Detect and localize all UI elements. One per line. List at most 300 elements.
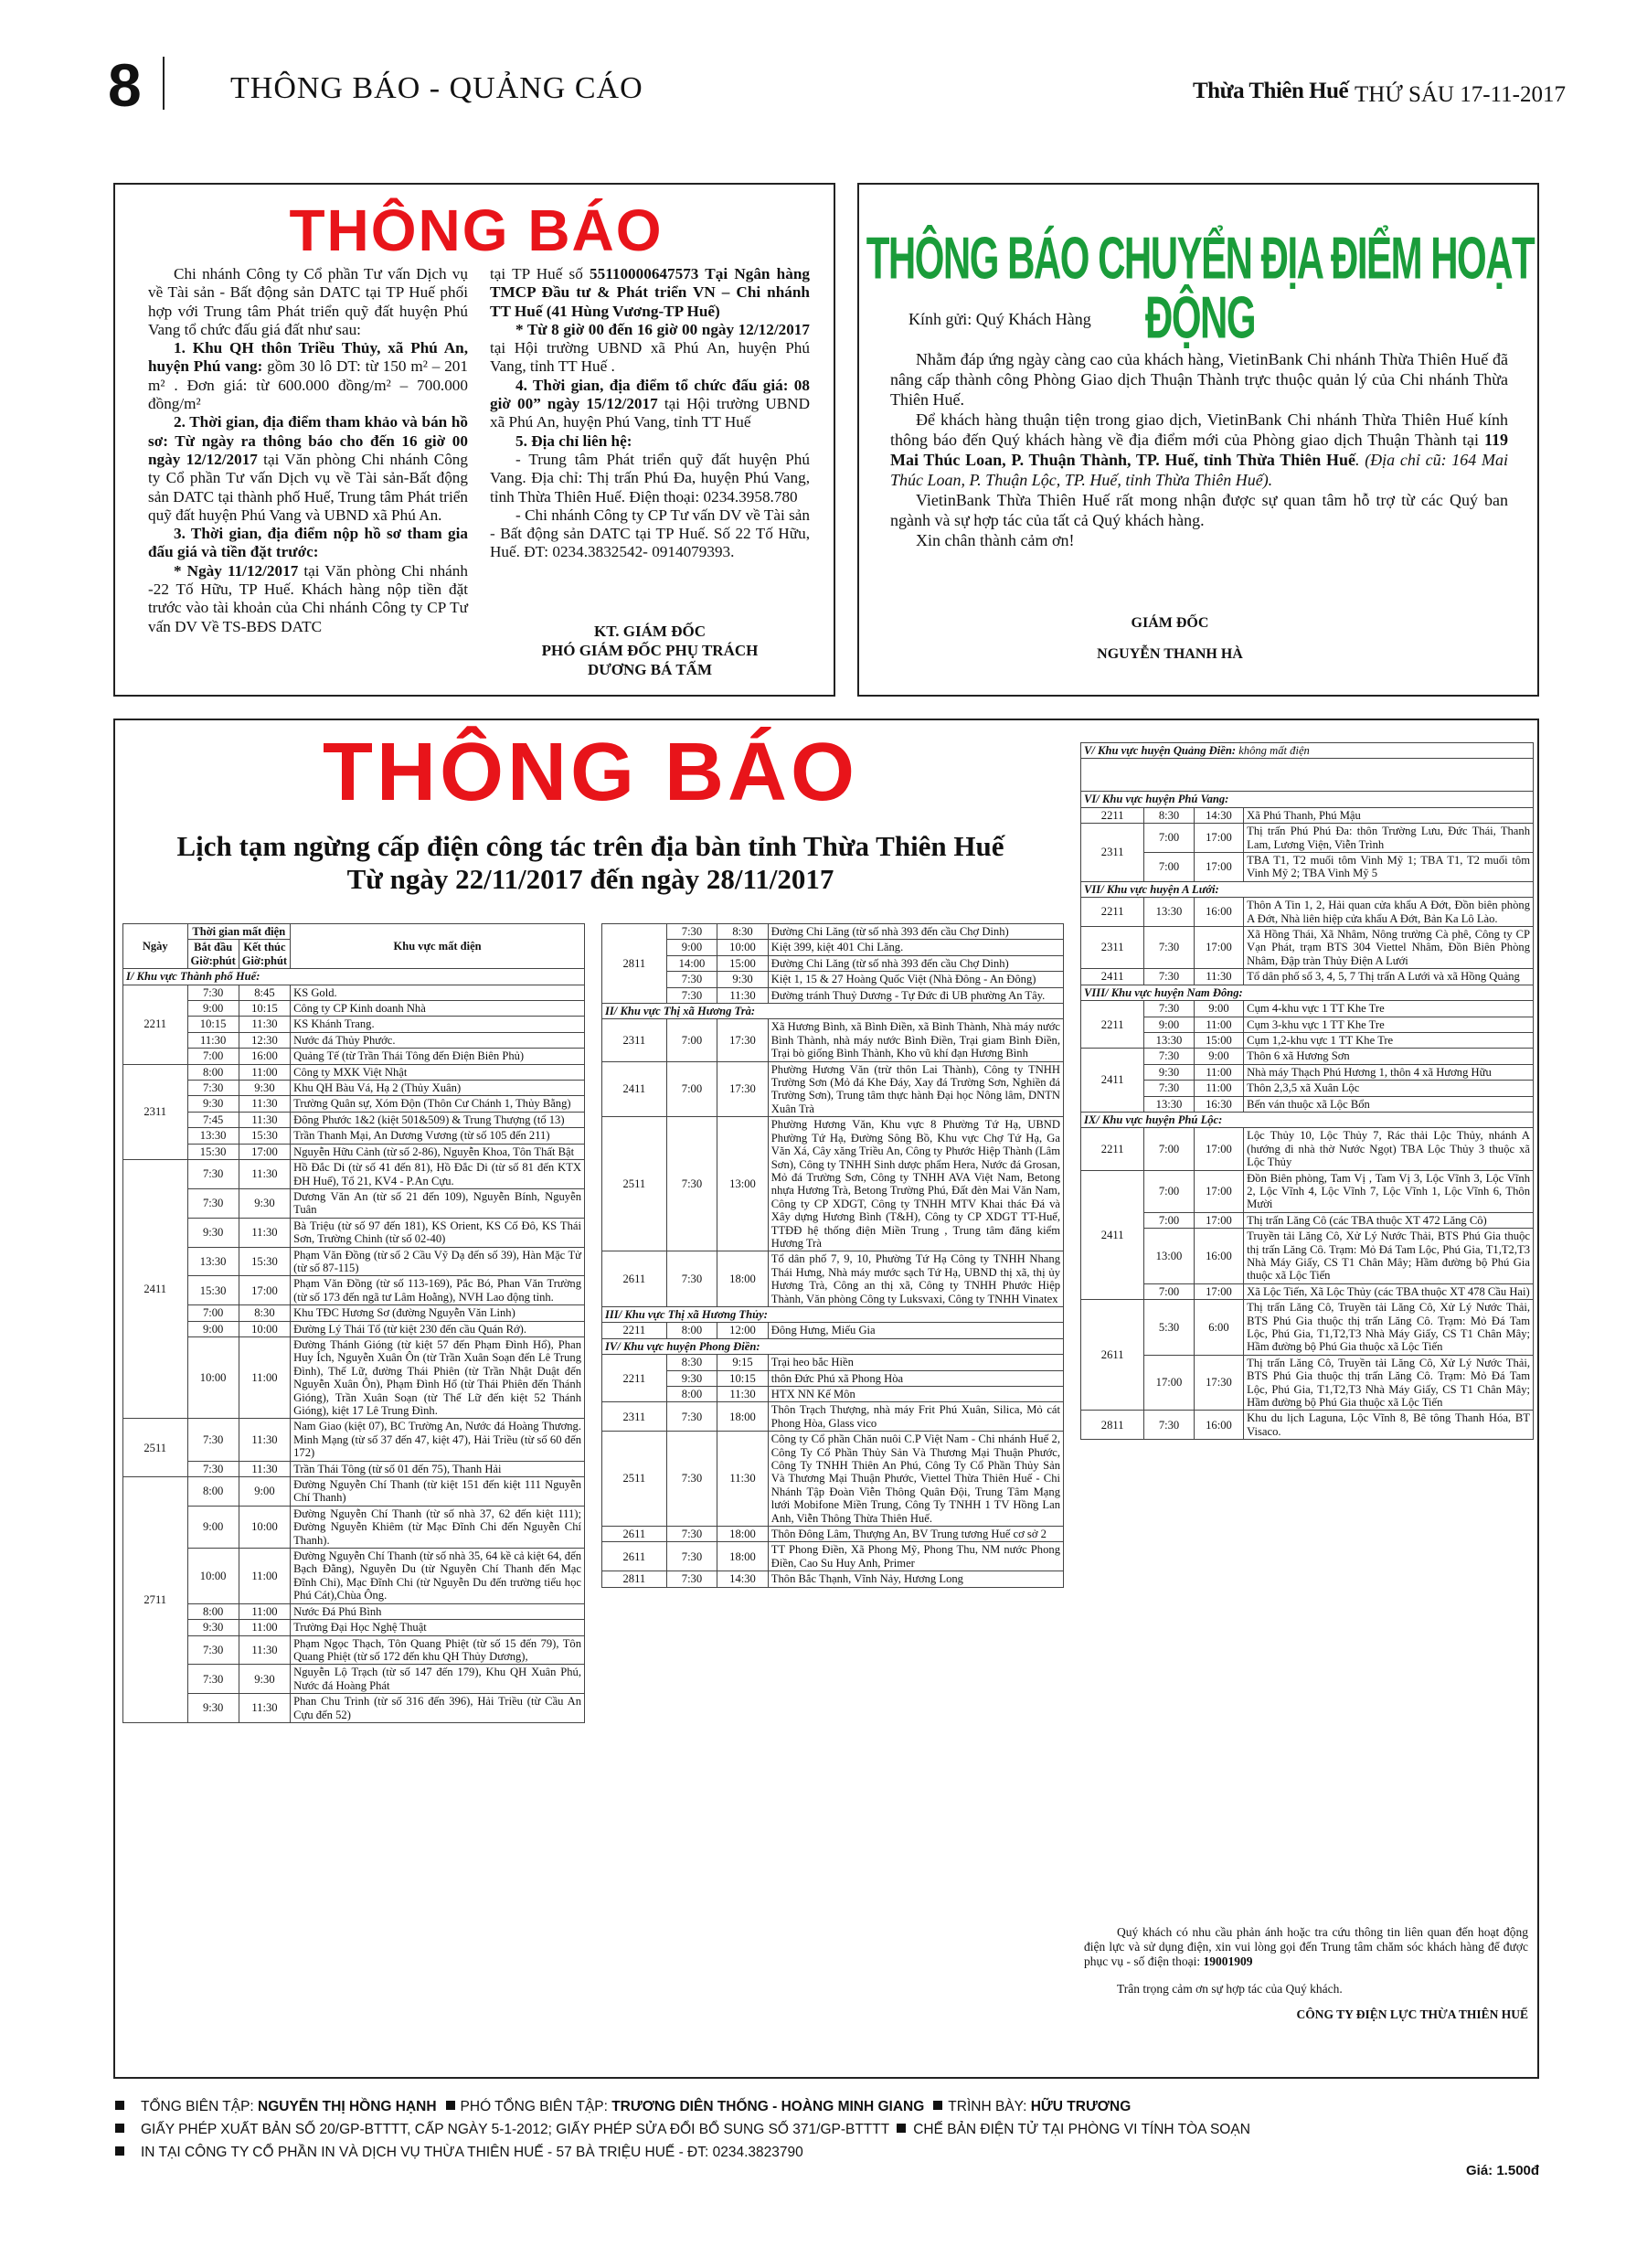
notice-paragraph: [148, 525, 468, 562]
start-time: 13:30: [1144, 1096, 1194, 1112]
table-row: [1081, 1128, 1534, 1170]
end-time: 9:15: [717, 1355, 769, 1370]
imprint-line-1: [115, 2095, 1554, 2118]
auction-notice-col1: [148, 265, 468, 636]
outage-area: Lộc Thủy 10, Lộc Thủy 7, Rác thải Lộc Thủy, nhánh A (hướng đi nhà thờ Nước Ngọt) TBA Lộc Thủy 3 thuộc xã Lộc Thủy: [1244, 1128, 1534, 1170]
outage-area: Phan Chu Trinh (từ số 316 đến 396), Hải Triều (từ Cầu An Cựu đến 52): [291, 1694, 585, 1723]
contact-sentence: Quý khách có nhu cầu phản ánh hoặc tra cứu thông tin liên quan đến hoạt động điện lực và sử dụng điện, xin vui lòng gọi đến Trung tâm chăm sóc khách hàng để được phục vụ - số điện thoại:: [1084, 1925, 1528, 1968]
column-header-end: Kết thúc Giờ:phút: [239, 940, 290, 969]
deputy-label: PHÓ TỔNG BIÊN TẬP:: [460, 2099, 612, 2114]
outage-day: 2711: [123, 1477, 188, 1723]
outage-day: 2411: [1081, 1170, 1144, 1300]
table-row: [123, 1112, 585, 1127]
table-row: [123, 1506, 585, 1548]
editor-label: TỔNG BIÊN TẬP:: [141, 2099, 259, 2114]
square-bullet-icon: [115, 2146, 124, 2156]
start-time: 7:30: [666, 924, 717, 940]
header-divider: [163, 57, 165, 110]
table-row: [602, 924, 1064, 940]
start-time: 7:30: [1144, 1411, 1194, 1440]
end-time: 11:00: [239, 1336, 290, 1418]
table-row: [1081, 1096, 1534, 1112]
outage-day: 2211: [1081, 898, 1144, 927]
para2-text: Để khách hàng thuận tiện trong giao dịch, VietinBank Chi nhánh Thừa Thiên Huế kính thông báo đến Quý khách hàng về địa điểm mới của Phòng giao dịch Thuận Thành tại: [890, 410, 1508, 449]
end-time: 11:30: [239, 1112, 290, 1127]
start-time: 9:00: [666, 940, 717, 955]
outage-area: Đường Thánh Gióng (từ kiệt 57 đến Phạm Đình Hổ), Phan Huy Ích, Nguyễn Xuân Ôn (từ Trần Xuân Soạn đến Lê Trung Đình), Thế Lữ, đường Thái Phiên (từ Trần Nhật Duật đến Nguyễn Xuân Ôn), Phạm Đình Hổ (từ Thái Phiên đến Thánh Gióng), Trần Xuân Soạn (từ Thế Lữ đến kiệt 52 Thánh Gióng), kiệt 17 Lê Trung Đình.: [291, 1336, 585, 1418]
contact-text: [1084, 1925, 1528, 1969]
start-time: 5:30: [1144, 1300, 1194, 1356]
start-time: 7:30: [1144, 1081, 1194, 1096]
paragraph-text: - Chi nhánh Công ty CP Tư vấn DV về Tài sản - Bất động sản DATC tại TP Huế. Số 22 Tố Hữu, Huế. ĐT: 0234.3832542- 0914079393.: [490, 506, 810, 561]
sign-name: NGUYỄN THANH HÀ: [1097, 646, 1243, 662]
table-row: [123, 1305, 585, 1321]
outage-area: Đường Nguyễn Chí Thanh (từ kiệt 151 đến kiệt 111 Nguyễn Chí Thanh): [291, 1477, 585, 1507]
start-time: 13:30: [1144, 1032, 1194, 1048]
outage-area: Khu TĐC Hương Sơ (đường Nguyễn Văn Linh): [291, 1305, 585, 1321]
end-time: 17:30: [717, 1019, 769, 1061]
outage-day: 2211: [1081, 807, 1144, 823]
outage-area: Cụm 1,2-khu vực 1 TT Khe Tre: [1244, 1032, 1534, 1048]
outage-area: Cụm 3-khu vực 1 TT Khe Tre: [1244, 1017, 1534, 1032]
end-time: 6:00: [1194, 1300, 1243, 1356]
relocation-para-2: [890, 410, 1508, 490]
table-row: [1081, 1229, 1534, 1284]
start-time: 7:30: [666, 1571, 717, 1587]
outage-area: Đường Chi Lăng (từ số nhà 393 đến cầu Chợ Dinh): [768, 955, 1063, 971]
table-row: [602, 1402, 1064, 1432]
outage-area: Đồn Biên phòng, Tam Vị , Tam Vị 3, Lộc Vĩnh 3, Lộc Vĩnh 2, Lộc Vĩnh 4, Lộc Vĩnh 7, Lộc Vĩnh 1, Lộc Vĩnh 6, Thôn Mười: [1244, 1170, 1534, 1212]
table-row: [1081, 927, 1534, 969]
outage-area: Thị trấn Lăng Cô (các TBA thuộc XT 472 Lăng Cô): [1244, 1212, 1534, 1228]
notice-paragraph: [148, 562, 468, 636]
end-time: 11:00: [239, 1620, 290, 1635]
table-row: [1081, 1049, 1534, 1064]
outage-area: Xã Hồng Thái, Xã Nhâm, Nông trường Cà phê, Công ty CP Vạn Phát, trạm BTS 304 Viettel Nhâm, Đồn Biên Phòng Nhâm, Đập tràn Thủy Điện A Lưới: [1244, 927, 1534, 969]
start-time: 7:30: [187, 1461, 239, 1476]
end-time: 12:00: [717, 1323, 769, 1338]
table-row: [602, 987, 1064, 1003]
start-time: 7:30: [666, 1402, 717, 1432]
outage-day: 2811: [1081, 1411, 1144, 1440]
end-time: 15:00: [1194, 1032, 1243, 1048]
paragraph-bold: * Ngày 11/12/2017: [174, 561, 299, 580]
table-row: [1081, 1064, 1534, 1080]
paragraph-text: gồm 30 lô DT: từ 150 m² – 201 m² . Đơn giá: từ 600.000 đồng/m² – 700.000 đồng/m²: [148, 357, 468, 413]
table-row: [1081, 1032, 1534, 1048]
start-time: 7:00: [1144, 853, 1194, 882]
region-row: [1081, 743, 1534, 759]
table-row: [123, 985, 585, 1000]
end-time: 11:30: [717, 1432, 769, 1527]
region-heading: [1081, 1112, 1534, 1127]
region-heading: [602, 1004, 1064, 1019]
end-time: 18:00: [717, 1251, 769, 1307]
outage-area: Nước Đá Phú Bình: [291, 1603, 585, 1619]
outage-area: Thôn Đông Lâm, Thượng An, BV Trung tương Huế cơ sở 2: [768, 1527, 1063, 1542]
outage-area: Dương Văn An (từ số 21 đến 109), Nguyễn Bính, Nguyễn Tuân: [291, 1188, 585, 1218]
start-time: 7:30: [187, 1665, 239, 1694]
table-row: [123, 1064, 585, 1080]
start-time: 9:30: [187, 1620, 239, 1635]
outage-area: Xã Lộc Tiến, Xã Lộc Thủy (các TBA thuộc XT 478 Cầu Hai): [1244, 1283, 1534, 1299]
table-row: [1081, 1081, 1534, 1096]
end-time: 13:00: [717, 1117, 769, 1251]
end-time: 15:30: [239, 1128, 290, 1144]
end-time: 14:30: [1194, 807, 1243, 823]
table-row: [602, 1061, 1064, 1117]
end-time: 17:00: [239, 1144, 290, 1159]
start-time: 8:30: [1144, 807, 1194, 823]
notice-paragraph: [490, 432, 810, 451]
outage-day: 2311: [1081, 927, 1144, 969]
notice-paragraph: [490, 321, 810, 377]
paragraph-bold: 4. Thời gian, địa điểm tổ chức đấu giá: 08 giờ 00” ngày 15/12/2017: [490, 376, 810, 413]
table-row: [602, 1117, 1064, 1251]
outage-area: Thị trấn Lăng Cô, Truyền tải Lăng Cô, Xử Lý Nước Thải, BTS Phú Gia thuộc thị trấn Lăng Cô. Trạm: Mỏ Đá Tam Lộc, Phú Gia, T1,T2,T3 Nhà Máy Giấy, CS T1 Chân Mây; Hầm đường bộ Phú Gia thuộc xã Lộc Tiến: [1244, 1355, 1534, 1411]
end-time: 11:30: [239, 1635, 290, 1665]
outage-area: Công ty CP Kinh doanh Nhà: [291, 1001, 585, 1017]
new-address: 119 Mai Thúc Loan, P. Thuận Thành, TP. Huế, tỉnh Thừa Thiên Huế: [890, 431, 1508, 469]
outage-table-1: [122, 923, 585, 1723]
region-row: [1081, 985, 1534, 1000]
power-notice-subtitle-2: Từ ngày 22/11/2017 đến ngày 28/11/2017: [346, 863, 834, 895]
start-time: 7:00: [187, 1049, 239, 1064]
end-time: 16:00: [239, 1049, 290, 1064]
outage-day: 2811: [602, 1571, 667, 1587]
relocation-signature: [987, 614, 1353, 664]
end-time: 11:30: [239, 1461, 290, 1476]
outage-area: Phường Hương Văn (trừ thôn Lai Thành), Công ty TNHH Trường Sơn (Mỏ đá Khe Đáy, Xay đá Trường Sơn, Nghiền đá Trường Sơn), Trung tâm thực hành Đại học Nông lâm, DNTN Xuân Trà: [768, 1061, 1063, 1117]
region-heading: [1081, 881, 1534, 897]
table-row: [123, 1032, 585, 1048]
notice-paragraph: [148, 339, 468, 413]
end-time: 11:30: [239, 1096, 290, 1112]
table-row: [1081, 1283, 1534, 1299]
start-time: 8:00: [666, 1387, 717, 1402]
outage-area: Kiệt 1, 15 & 27 Hoàng Quốc Việt (Nhà Đông - An Đông): [768, 972, 1063, 987]
deputy-names: TRƯƠNG DIÊN THỐNG - HOÀNG MINH GIANG: [611, 2099, 925, 2114]
outage-table: [122, 923, 585, 1723]
end-time: 15:00: [717, 955, 769, 971]
outage-day: 2211: [123, 985, 188, 1064]
start-time: 7:30: [187, 1081, 239, 1096]
region-name: I/ Khu vực Thành phố Huế:: [126, 970, 260, 984]
end-time: 11:30: [239, 1694, 290, 1723]
region-note: không mất điện: [1236, 744, 1310, 757]
auction-notice-title: THÔNG BÁO: [289, 197, 664, 263]
region-row: [1081, 881, 1534, 897]
power-outage-notice: [113, 719, 1539, 2079]
end-time: 12:30: [239, 1032, 290, 1048]
start-time: 7:30: [666, 1117, 717, 1251]
table-row: [123, 1188, 585, 1218]
paragraph-bold: 1. Khu QH thôn Triều Thủy, xã Phú An, huyện Phú vang:: [148, 339, 468, 376]
end-time: 10:15: [239, 1001, 290, 1017]
publication-date: THỨ SÁU 17-11-2017: [1355, 82, 1566, 107]
end-time: 8:45: [239, 985, 290, 1000]
table-row: [1081, 853, 1534, 882]
outage-day: 2311: [123, 1064, 188, 1159]
start-time: 14:00: [666, 955, 717, 971]
power-notice-subtitle-1: Lịch tạm ngừng cấp điện công tác trên địa bàn tỉnh Thừa Thiên Huế: [176, 830, 1004, 862]
start-time: 7:00: [666, 1019, 717, 1061]
outage-area: Tổ dân phố số 3, 4, 5, 7 Thị trấn A Lưới và xã Hồng Quảng: [1244, 969, 1534, 985]
start-time: 10:00: [187, 1336, 239, 1418]
layout-label: TRÌNH BÀY:: [948, 2099, 1031, 2114]
start-time: 9:30: [187, 1694, 239, 1723]
start-time: 7:30: [187, 1188, 239, 1218]
section-title: THÔNG BÁO - QUẢNG CÁO: [230, 71, 643, 105]
outage-day: 2511: [602, 1117, 667, 1251]
outage-table: [1080, 742, 1534, 1440]
outage-area: Phạm Ngọc Thạch, Tôn Quang Phiệt (từ số 15 đến 79), Tôn Quang Phiệt (từ số 172 đến khu QH Thủy Dương),: [291, 1635, 585, 1665]
outage-area: Đông Phước 1&2 (kiệt 501&509) & Trung Thượng (tổ 13): [291, 1112, 585, 1127]
table-row: [1081, 1017, 1534, 1032]
table-row: [123, 1144, 585, 1159]
end-time: 11:30: [1194, 969, 1243, 985]
start-time: 9:00: [1144, 1017, 1194, 1032]
start-time: 7:30: [666, 1432, 717, 1527]
start-time: 7:00: [187, 1305, 239, 1321]
start-time: 8:00: [187, 1477, 239, 1507]
outage-area: Thôn Trạch Thượng, nhà máy Frit Phú Xuân, Silica, Mỏ cát Phong Hòa, Glass vico: [768, 1402, 1063, 1432]
price: Giá: 1.500đ: [1466, 2163, 1540, 2178]
end-time: 14:30: [717, 1571, 769, 1587]
start-time: 7:30: [187, 1419, 239, 1461]
start-time: 7:30: [666, 1251, 717, 1307]
column-header-area: Khu vực mất điện: [291, 924, 585, 969]
outage-area: Thôn Bắc Thạnh, Vĩnh Nảy, Hương Long: [768, 1571, 1063, 1587]
end-time: 17:30: [717, 1061, 769, 1117]
end-time: 18:00: [717, 1527, 769, 1542]
end-time: 11:00: [239, 1064, 290, 1080]
outage-day: 2411: [602, 1061, 667, 1117]
notice-paragraph: [490, 506, 810, 562]
table-row: [1081, 807, 1534, 823]
start-time: 9:30: [666, 1370, 717, 1386]
table-row: [602, 1571, 1064, 1587]
table-row: [602, 940, 1064, 955]
table-row: [123, 1001, 585, 1017]
outage-area: Kiệt 399, kiệt 401 Chi Lăng.: [768, 940, 1063, 955]
start-time: 10:00: [187, 1549, 239, 1604]
outage-area: KS Khánh Trang.: [291, 1017, 585, 1032]
end-time: 8:30: [717, 924, 769, 940]
outage-table-2: [601, 923, 1064, 1588]
auction-notice: [113, 183, 835, 697]
outage-day: 2311: [1081, 824, 1144, 882]
start-time: 7:00: [1144, 1128, 1194, 1170]
outage-area: Phạm Văn Đồng (từ số 113-169), Pắc Bó, Phan Văn Trường (từ số 173 đến ngã tư Lâm Hoằng), NVH Lao động tỉnh.: [291, 1276, 585, 1305]
masthead: Thừa Thiên Huế: [1193, 79, 1349, 103]
end-time: 18:00: [717, 1542, 769, 1571]
start-time: 13:30: [1144, 898, 1194, 927]
outage-area: Đường tránh Thuỷ Dương - Tự Đức đi UB phường An Tây.: [768, 987, 1063, 1003]
table-row: [123, 1049, 585, 1064]
outage-area: Nam Giao (kiệt 07), BC Trường An, Nước đá Hoàng Thương. Minh Mạng (từ số 37 đến 47, kiệt 47), Hải Triều (từ số 60 đến 172): [291, 1419, 585, 1461]
end-time: 17:00: [1194, 853, 1243, 882]
paragraph-bold: 2. Thời gian, địa điểm tham khảo và bán hồ sơ: Từ ngày ra thông báo cho đến 16 giờ 00 ngày 12/12/2017: [148, 413, 468, 468]
outage-area: Thôn A Tin 1, 2, Hải quan cửa khẩu A Đớt, Đồn biên phòng A Đớt, Nhà liên hiệp cửa khẩu A Đớt, Bản Ka Lô Lào.: [1244, 898, 1534, 927]
outage-area: Quảng Tế (từ Trần Thái Tông đến Điện Biên Phủ): [291, 1049, 585, 1064]
outage-area: KS Gold.: [291, 985, 585, 1000]
table-row: [123, 1477, 585, 1507]
outage-day: 2611: [602, 1527, 667, 1542]
editor-name: NGUYỄN THỊ HỒNG HẠNH: [258, 2099, 437, 2114]
region-heading: [1081, 743, 1534, 759]
end-time: 10:00: [239, 1506, 290, 1548]
start-time: 15:30: [187, 1144, 239, 1159]
start-time: 7:00: [1144, 1170, 1194, 1212]
outage-area: Trần Thái Tông (từ số 01 đến 75), Thanh Hải: [291, 1461, 585, 1476]
outage-area: Trường Đại Học Nghệ Thuật: [291, 1620, 585, 1635]
outage-area: Thôn 6 xã Hương Sơn: [1244, 1049, 1534, 1064]
outage-area: Xã Phú Thanh, Phú Mậu: [1244, 807, 1534, 823]
outage-day: 2211: [602, 1355, 667, 1402]
table-row: [1081, 1001, 1534, 1017]
end-time: 11:00: [239, 1549, 290, 1604]
end-time: 11:00: [1194, 1081, 1243, 1096]
outage-area: Hồ Đắc Di (từ số 41 đến 81), Hồ Đắc Di (từ số 81 đến KTX ĐH Huế), Tổ 21, KV4 - P.An Cựu.: [291, 1160, 585, 1189]
relocation-notice: [857, 183, 1539, 697]
outage-day: 2411: [123, 1160, 188, 1419]
end-time: 16:30: [1194, 1096, 1243, 1112]
relocation-para-1: Nhằm đáp ứng ngày càng cao của khách hàng, VietinBank Chi nhánh Thừa Thiên Huế đã nâng cấp thành công Phòng Giao dịch Thuận Thành trực thuộc quản lý của Chi nhánh Thừa Thiên Huế.: [890, 350, 1508, 409]
table-row: [123, 1160, 585, 1189]
region-name: V/ Khu vực huyện Quảng Điền:: [1084, 744, 1237, 757]
end-time: 17:00: [1194, 1283, 1243, 1299]
table-row: [123, 1549, 585, 1604]
power-notice-title: THÔNG BÁO: [323, 727, 858, 818]
end-time: 11:00: [239, 1603, 290, 1619]
table-row: [123, 1321, 585, 1336]
start-time: 7:00: [1144, 824, 1194, 853]
outage-area: Thị trấn Lăng Cô, Truyền tải Lăng Cô, Xử Lý Nước Thải, BTS Phú Gia thuộc thị trấn Lăng Cô. Trạm: Mỏ Đá Tam Lộc, Phú Gia, T1,T2,T3 Nhà Máy Giấy, CS T1 Chân Mây; Hầm đường bộ Phú Gia thuộc xã Lộc Tiến: [1244, 1300, 1534, 1356]
start-time: 7:30: [666, 972, 717, 987]
end-time: 9:30: [239, 1081, 290, 1096]
end-time: 8:30: [239, 1305, 290, 1321]
end-time: 9:00: [1194, 1049, 1243, 1064]
outage-day: 2611: [602, 1251, 667, 1307]
table-row: [123, 1128, 585, 1144]
paragraph-text: - Trung tâm Phát triển quỹ đất huyện Phú Vang. Địa chỉ: Thị trấn Phú Đa, huyện Phú Vang, tỉnh Thừa Thiên Huế. Điện thoại: 0234.3958.780: [490, 450, 810, 506]
outage-area: TBA T1, T2 muối tôm Vinh Mỹ 1; TBA T1, T2 muối tôm Vinh Mỹ 2; TBA Vinh Mỹ 5: [1244, 853, 1534, 882]
outage-day: 2611: [1081, 1300, 1144, 1411]
region-name: VII/ Khu vực huyện A Lưới:: [1084, 882, 1219, 896]
region-row: [123, 969, 585, 985]
outage-area: thôn Đức Phú xã Phong Hòa: [768, 1370, 1063, 1386]
spacer-row: [1081, 759, 1534, 792]
end-time: 17:00: [1194, 1128, 1243, 1170]
start-time: 9:00: [187, 1506, 239, 1548]
paragraph-bold: * Từ 8 giờ 00 đến 16 giờ 00 ngày 12/12/2017: [515, 320, 810, 338]
start-time: 7:30: [1144, 969, 1194, 985]
auction-notice-signature: [490, 622, 810, 679]
start-time: 8:00: [187, 1064, 239, 1080]
relocation-notice-body: [890, 309, 1508, 550]
table-row: [123, 1665, 585, 1694]
region-row: [602, 1004, 1064, 1019]
end-time: 11:30: [717, 987, 769, 1003]
end-time: 17:30: [1194, 1355, 1243, 1411]
start-time: 9:00: [187, 1321, 239, 1336]
region-heading: [602, 1338, 1064, 1354]
outage-area: Khu QH Bàu Vá, Hạ 2 (Thủy Xuân): [291, 1081, 585, 1096]
start-time: 7:30: [187, 1635, 239, 1665]
table-row: [602, 955, 1064, 971]
contact-info: [1084, 1925, 1528, 2022]
region-name: IV/ Khu vực huyện Phong Điền:: [605, 1339, 760, 1353]
outage-area: Công ty Cổ phần Chăn nuôi C.P Việt Nam - Chi nhánh Huế 2, Công Ty Cổ Phần Thủy Sản Và Thương Mại Thuận Phước, Công Ty TNHH Thiên An Phú, Công Ty Cổ Phần Thủy Sản Và Thương Mại Thuận Phước, Viettel Thừa Thiên Huế - Chi Nhánh Tập Đoàn Viễn Thông Quân Đội, Trung Tâm Mạng lưới Mobifone Miền Trung, Công Ty TNHH 1 TV Hồng Lan Anh, Viễn Thông Thừa Thiên Huế.: [768, 1432, 1063, 1527]
outage-area: Đường Nguyễn Chí Thanh (từ số nhà 37, 62 đến kiệt 111); Đường Nguyễn Khiêm (từ Mạc Đĩnh Chi đến Nguyễn Chí Thanh).: [291, 1506, 585, 1548]
outage-day: 2811: [602, 924, 667, 1004]
imprint-line-2: [115, 2118, 1554, 2141]
table-row: [123, 1694, 585, 1723]
table-row: [602, 1432, 1064, 1527]
end-time: 9:30: [239, 1665, 290, 1694]
region-heading: [1081, 792, 1534, 807]
paragraph-text: tại Văn phòng Chi nhánh Công ty Cổ phần Tư vấn Dịch vụ về Tài sản-Bất động sản DATC tại thành phố Huế, Trung tâm Phát triển quỹ đất huyện Phú Vang và UBND xã Phú An.: [148, 450, 468, 524]
column-header-time: Thời gian mất điện: [187, 924, 291, 940]
table-row: [123, 1081, 585, 1096]
start-time: 11:30: [187, 1032, 239, 1048]
end-time: 11:00: [1194, 1017, 1243, 1032]
start-time: 13:00: [1144, 1229, 1194, 1284]
table-row: [123, 1017, 585, 1032]
outage-area: Đường Lý Thái Tổ (từ kiệt 230 đến cầu Quán Rớ).: [291, 1321, 585, 1336]
end-time: 9:30: [239, 1188, 290, 1218]
relocation-notice-title: THÔNG BÁO CHUYỂN ĐỊA ĐIỂM HOẠT ĐỘNG: [866, 224, 1535, 351]
table-row: [1081, 1212, 1534, 1228]
end-time: 11:30: [239, 1160, 290, 1189]
outage-day: 2211: [602, 1323, 667, 1338]
notice-paragraph: [490, 451, 810, 506]
paragraph-text: tại Văn phòng Chi nhánh -22 Tố Hữu, TP Huế. Khách hàng nộp tiền đặt trước vào tài khoản của Chi nhánh Công ty CP Tư vấn DV Về TS-BĐS DATC: [148, 561, 468, 635]
table-row: [1081, 1411, 1534, 1440]
outage-area: Nguyễn Hữu Cảnh (từ số 2-86), Nguyễn Khoa, Tôn Thất Bật: [291, 1144, 585, 1159]
table-row: [602, 1542, 1064, 1571]
start-time: 7:30: [187, 1160, 239, 1189]
outage-area: Tổ dân phố 7, 9, 10, Phường Tứ Hạ Công ty TNHH Nhang Thái Hưng, Nhà máy mước sạch Tứ Hạ, UBND thị xã, thị ủy Hương Trà, Công an thị xã, Công ty TNHH Phước Hiệp Thành, Văn phòng Công ty Luksvaxi, Công ty TNHH Vinatex: [768, 1251, 1063, 1307]
table-row: [123, 1336, 585, 1418]
outage-area: Trần Thanh Mại, An Dương Vương (từ số 105 đến 211): [291, 1128, 585, 1144]
square-bullet-icon: [446, 2101, 455, 2110]
outage-area: HTX NN Kế Môn: [768, 1387, 1063, 1402]
end-time: 9:00: [1194, 1001, 1243, 1017]
table-row: [1081, 1170, 1534, 1212]
start-time: 8:00: [187, 1603, 239, 1619]
table-row: [602, 1251, 1064, 1307]
sign-line-3: DƯƠNG BÁ TẤM: [588, 661, 712, 678]
start-time: 9:30: [1144, 1064, 1194, 1080]
square-bullet-icon: [933, 2101, 942, 2110]
outage-area: Bến ván thuộc xã Lộc Bổn: [1244, 1096, 1534, 1112]
outage-area: Phạm Văn Đồng (từ số 2 Cầu Vỹ Dạ đến số 39), Hàn Mặc Tử (từ số 87-115): [291, 1247, 585, 1276]
start-time: 7:00: [1144, 1212, 1194, 1228]
table-row: [1081, 824, 1534, 853]
start-time: 7:30: [666, 1542, 717, 1571]
region-name: IX/ Khu vực huyện Phú Lộc:: [1084, 1113, 1223, 1126]
table-row: [1081, 969, 1534, 985]
end-time: 16:00: [1194, 1229, 1243, 1284]
end-time: 17:00: [1194, 1170, 1243, 1212]
region-name: II/ Khu vực Thị xã Hương Trà:: [605, 1005, 756, 1018]
outage-area: Trại heo bắc Hiền: [768, 1355, 1063, 1370]
end-time: 17:00: [1194, 927, 1243, 969]
outage-day: 2211: [1081, 1128, 1144, 1170]
hotline-number: 19001909: [1203, 1954, 1253, 1968]
